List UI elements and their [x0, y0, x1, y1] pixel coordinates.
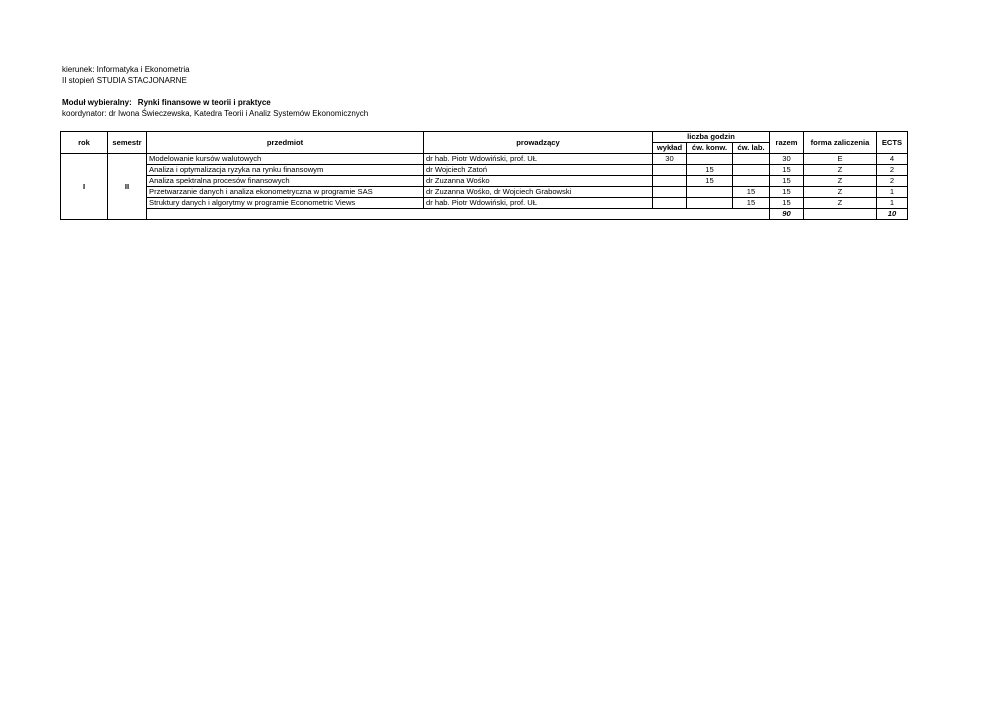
- cell-przedmiot: Przetwarzanie danych i analiza ekonometryczna w programie SAS: [147, 187, 424, 198]
- cell-ects: 1: [877, 187, 908, 198]
- total-razem: 90: [770, 209, 804, 220]
- col-rok: rok: [61, 132, 108, 154]
- cell-razem: 15: [770, 165, 804, 176]
- rok-value: I: [61, 154, 108, 220]
- cell-prowadzacy: dr Zuzanna Wośko, dr Wojciech Grabowski: [424, 187, 653, 198]
- cell-wyklad: 30: [653, 154, 687, 165]
- cell-przedmiot: Analiza spektralna procesów finansowych: [147, 176, 424, 187]
- module-name: Rynki finansowe w teorii i praktyce: [137, 98, 271, 107]
- cell-wyklad: [653, 187, 687, 198]
- cell-razem: 15: [770, 187, 804, 198]
- cell-ects: 1: [877, 198, 908, 209]
- table-row: [61, 176, 908, 187]
- col-ects: ECTS: [877, 132, 908, 154]
- total-ects: 10: [877, 209, 908, 220]
- cell-ects: 2: [877, 165, 908, 176]
- cell-cw-lab: 15: [733, 187, 770, 198]
- cell-cw-lab: 15: [733, 198, 770, 209]
- cell-cw-lab: [733, 176, 770, 187]
- table-row: [61, 154, 908, 165]
- cell-wyklad: [653, 165, 687, 176]
- cell-prowadzacy: dr hab. Piotr Wdowiński, prof. UŁ: [424, 154, 653, 165]
- table-row: [61, 165, 908, 176]
- header-row-1: [61, 132, 908, 143]
- cell-cw-konw: 15: [687, 176, 733, 187]
- col-liczba-godzin: liczba godzin: [653, 132, 770, 143]
- field-of-study: kierunek: Informatyka i Ekonometria: [62, 65, 190, 74]
- cell-razem: 15: [770, 176, 804, 187]
- cell-razem: 30: [770, 154, 804, 165]
- cell-forma: Z: [804, 198, 877, 209]
- totals-spacer: [147, 209, 770, 220]
- cell-razem: 15: [770, 198, 804, 209]
- cell-wyklad: [653, 176, 687, 187]
- cell-przedmiot: Modelowanie kursów walutowych: [147, 154, 424, 165]
- cell-forma: Z: [804, 176, 877, 187]
- cell-prowadzacy: dr Wojciech Zatoń: [424, 165, 653, 176]
- col-cw-konw: ćw. konw.: [687, 143, 733, 154]
- totals-row: [61, 209, 908, 220]
- cell-wyklad: [653, 198, 687, 209]
- table-row: [61, 187, 908, 198]
- cell-prowadzacy: dr Zuzanna Wośko: [424, 176, 653, 187]
- cell-forma: Z: [804, 165, 877, 176]
- cell-cw-konw: [687, 154, 733, 165]
- cell-ects: 2: [877, 176, 908, 187]
- cell-cw-konw: [687, 198, 733, 209]
- cell-ects: 4: [877, 154, 908, 165]
- col-wyklad: wykład: [653, 143, 687, 154]
- module-label: Moduł wybieralny:: [62, 98, 132, 107]
- cell-cw-konw: [687, 187, 733, 198]
- module-heading: [62, 98, 271, 108]
- cell-forma: Z: [804, 187, 877, 198]
- col-cw-lab: ćw. lab.: [733, 143, 770, 154]
- cell-cw-lab: [733, 154, 770, 165]
- cell-przedmiot: Analiza i optymalizacja ryzyka na rynku finansowym: [147, 165, 424, 176]
- cell-cw-konw: 15: [687, 165, 733, 176]
- col-razem: razem: [770, 132, 804, 154]
- col-przedmiot: przedmiot: [147, 132, 424, 154]
- coordinator: koordynator: dr Iwona Świeczewska, Katedra Teorii i Analiz Systemów Ekonomicznych: [62, 109, 369, 118]
- col-semestr: semestr: [108, 132, 147, 154]
- study-level: II stopień STUDIA STACJONARNE: [62, 76, 187, 85]
- cell-przedmiot: Struktury danych i algorytmy w programie Econometric Views: [147, 198, 424, 209]
- courses-table: [60, 131, 908, 220]
- col-forma: forma zaliczenia: [804, 132, 877, 154]
- cell-prowadzacy: dr hab. Piotr Wdowiński, prof. UŁ: [424, 198, 653, 209]
- cell-forma: E: [804, 154, 877, 165]
- semestr-value: II: [108, 154, 147, 220]
- cell-cw-lab: [733, 165, 770, 176]
- col-prowadzacy: prowadzący: [424, 132, 653, 154]
- totals-forma-empty: [804, 209, 877, 220]
- table-row: [61, 198, 908, 209]
